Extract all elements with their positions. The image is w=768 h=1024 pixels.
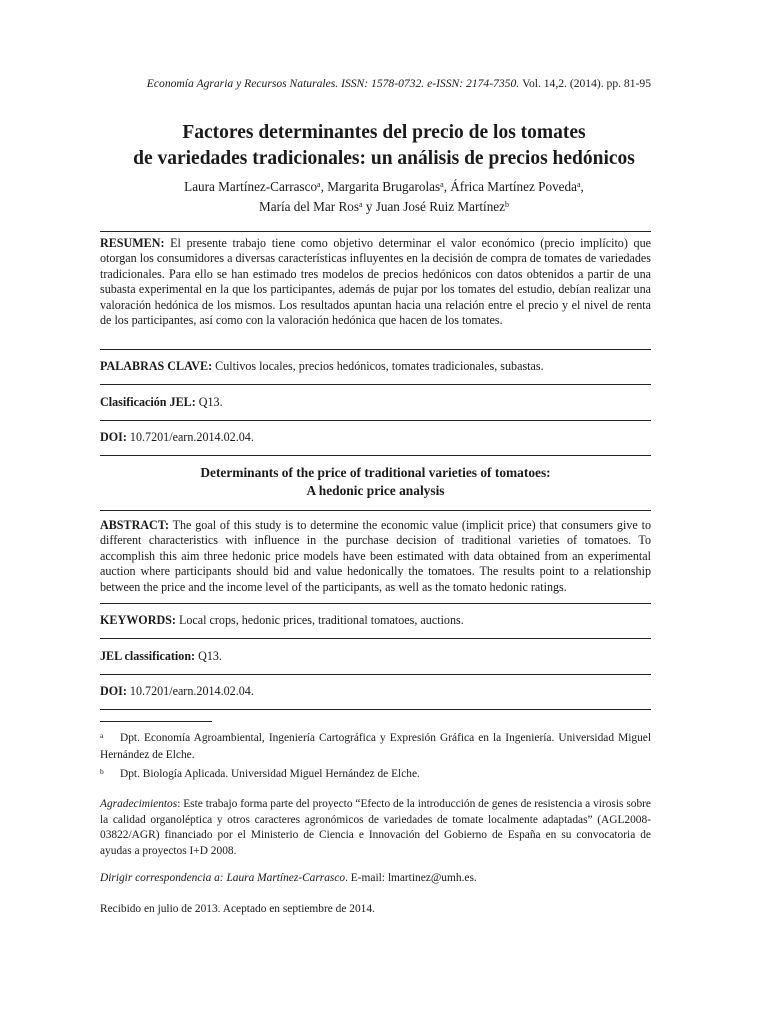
author-separator: y [362, 199, 376, 214]
author-separator: , [320, 179, 328, 194]
affiliation-mark: b [505, 200, 509, 209]
divider [100, 384, 651, 385]
affiliation-mark: a [440, 180, 444, 189]
abstract-section [100, 518, 651, 595]
divider [100, 349, 651, 350]
resumen-text: El presente trabajo tiene como objetivo determinar el valor económico (precio implícito) que otorgan los consumidores a diversas características influyentes en la decisión de compra de tomates de variedades tradicionales. Para ello se han estimado tres modelos de precios hedónicos con datos obtenidos a partir de una subasta experimental en la que los participantes, además de pujar por los tomates del estudio, debían realizar una valoración hedónica de los mismos. Los resultados apuntan hacia una relación entre el precio y el nivel de renta de los participantes, así como con la valoración hedónica que hacen de los tomates. [100, 236, 651, 328]
divider [100, 674, 651, 675]
author-name: África Martínez Poveda [450, 179, 577, 194]
doi-link[interactable]: 10.7201/earn.2014.02.04. [129, 430, 254, 444]
footnote-separator [100, 721, 212, 722]
abstract-label: ABSTRACT: [100, 518, 169, 532]
affiliation-mark: a [317, 180, 321, 189]
footnote-text: Dpt. Economía Agroambiental, Ingeniería Cartográfica y Expresión Gráfica en la Ingeniería. Universidad Miguel Hernández de Elche. [100, 732, 651, 761]
jel-classification-text: Q13. [198, 649, 222, 663]
title-line-1: Factores determinantes del precio de los tomates [182, 122, 586, 143]
footnote-a [100, 730, 651, 764]
clasificacion-jel-label: Clasificación JEL: [100, 395, 196, 409]
divider [100, 455, 651, 456]
footnote-text: Dpt. Biología Aplicada. Universidad Miguel Hernández de Elche. [120, 768, 420, 780]
footnote-mark: b [100, 767, 104, 776]
keywords [100, 613, 651, 628]
correspondence [100, 871, 651, 887]
resumen-section [100, 236, 651, 328]
paper-title [60, 120, 708, 172]
english-title-line-2: A hedonic price analysis [306, 483, 445, 498]
author-separator: , [443, 179, 451, 194]
doi-label: DOI: [100, 430, 127, 444]
author-name: Laura Martínez-Carrasco [184, 179, 318, 194]
received-date: Recibido en julio de 2013. Aceptado en septiembre de 2014. [100, 903, 375, 915]
journal-volume: Vol. 14,2. (2014). pp. 81-95 [522, 77, 651, 90]
title-line-2: de variedades tradicionales: un análisis de precios hedónicos [133, 148, 635, 169]
acknowledgements-text: : Este trabajo forma parte del proyecto “Efecto de la introducción de genes de resistencia a virosis sobre la calidad organoléptica y otros caracteres agronómicos de variedades de tomate localmente adaptadas” (AGL2008-03822/AGR) financiado por el Ministerio de Ciencia e Innovación del Gobierno de España en su convocatoria de ayudas a proyectos I+D 2008. [100, 798, 651, 857]
palabras-clave-text: Cultivos locales, precios hedónicos, tomates tradicionales, subastas. [215, 359, 544, 373]
clasificacion-jel-text: Q13. [198, 395, 223, 409]
author-line-2 [60, 197, 708, 217]
author-name: Juan José Ruiz Martínez [375, 199, 505, 214]
affiliation-mark: a [358, 200, 363, 209]
correspondence-email[interactable]: . E-mail: lmartinez@umh.es. [345, 872, 477, 884]
affiliation-mark: a [576, 180, 581, 189]
author-name: María del Mar Ros [258, 199, 359, 214]
divider [100, 420, 651, 421]
acknowledgements-label: Agradecimientos [100, 798, 178, 810]
divider [100, 638, 651, 639]
doi-spanish [100, 430, 651, 445]
divider [100, 510, 651, 511]
abstract-text: The goal of this study is to determine the economic value (implicit price) that consumers give to different characteristics with influence in the purchase decision of traditional varieties of tomatoes. To accomplish this aim three hedonic price models have been estimated with data obtained from an experimental auction where participants should bid and value hedonically the tomatoes. The results point to a relationship between the price and the income level of the participants, as well as the tomato hedonic ratings. [100, 518, 651, 594]
acknowledgements [100, 797, 651, 859]
journal-header [100, 77, 651, 90]
keywords-text: Local crops, hedonic prices, traditional tomatoes, auctions. [178, 613, 464, 627]
divider [100, 603, 651, 604]
correspondence-label: Dirigir correspondencia a: Laura Martínez-Carrasco [100, 872, 346, 884]
resumen-label: RESUMEN: [100, 236, 165, 250]
author-list [60, 177, 708, 217]
jel-classification-label: JEL classification: [100, 649, 196, 663]
doi-link[interactable]: 10.7201/earn.2014.02.04. [129, 684, 254, 698]
doi-label: DOI: [100, 684, 127, 698]
palabras-clave-label: PALABRAS CLAVE: [100, 359, 213, 373]
footnote-mark: a [100, 731, 104, 740]
doi-english [100, 684, 651, 699]
keywords-label: KEYWORDS: [100, 613, 176, 627]
divider [100, 709, 651, 710]
clasificacion-jel [100, 395, 651, 410]
divider [100, 231, 651, 232]
jel-classification [100, 649, 651, 664]
english-title [100, 464, 651, 500]
author-line-1: Laura Martínez-Carrasco$^a$, Margarita Brugarolas$^a$, África Martínez Poveda$^a$, [184, 179, 584, 194]
english-title-line-1: Determinants of the price of traditional varieties of tomatoes: [200, 465, 551, 480]
author-name: Margarita Brugarolas [327, 179, 441, 194]
footnote-b [100, 766, 651, 783]
palabras-clave [100, 359, 651, 374]
journal-citation: Economía Agraria y Recursos Naturales. ISSN: 1578-0732. e-ISSN: 2174-7350. [146, 77, 520, 90]
